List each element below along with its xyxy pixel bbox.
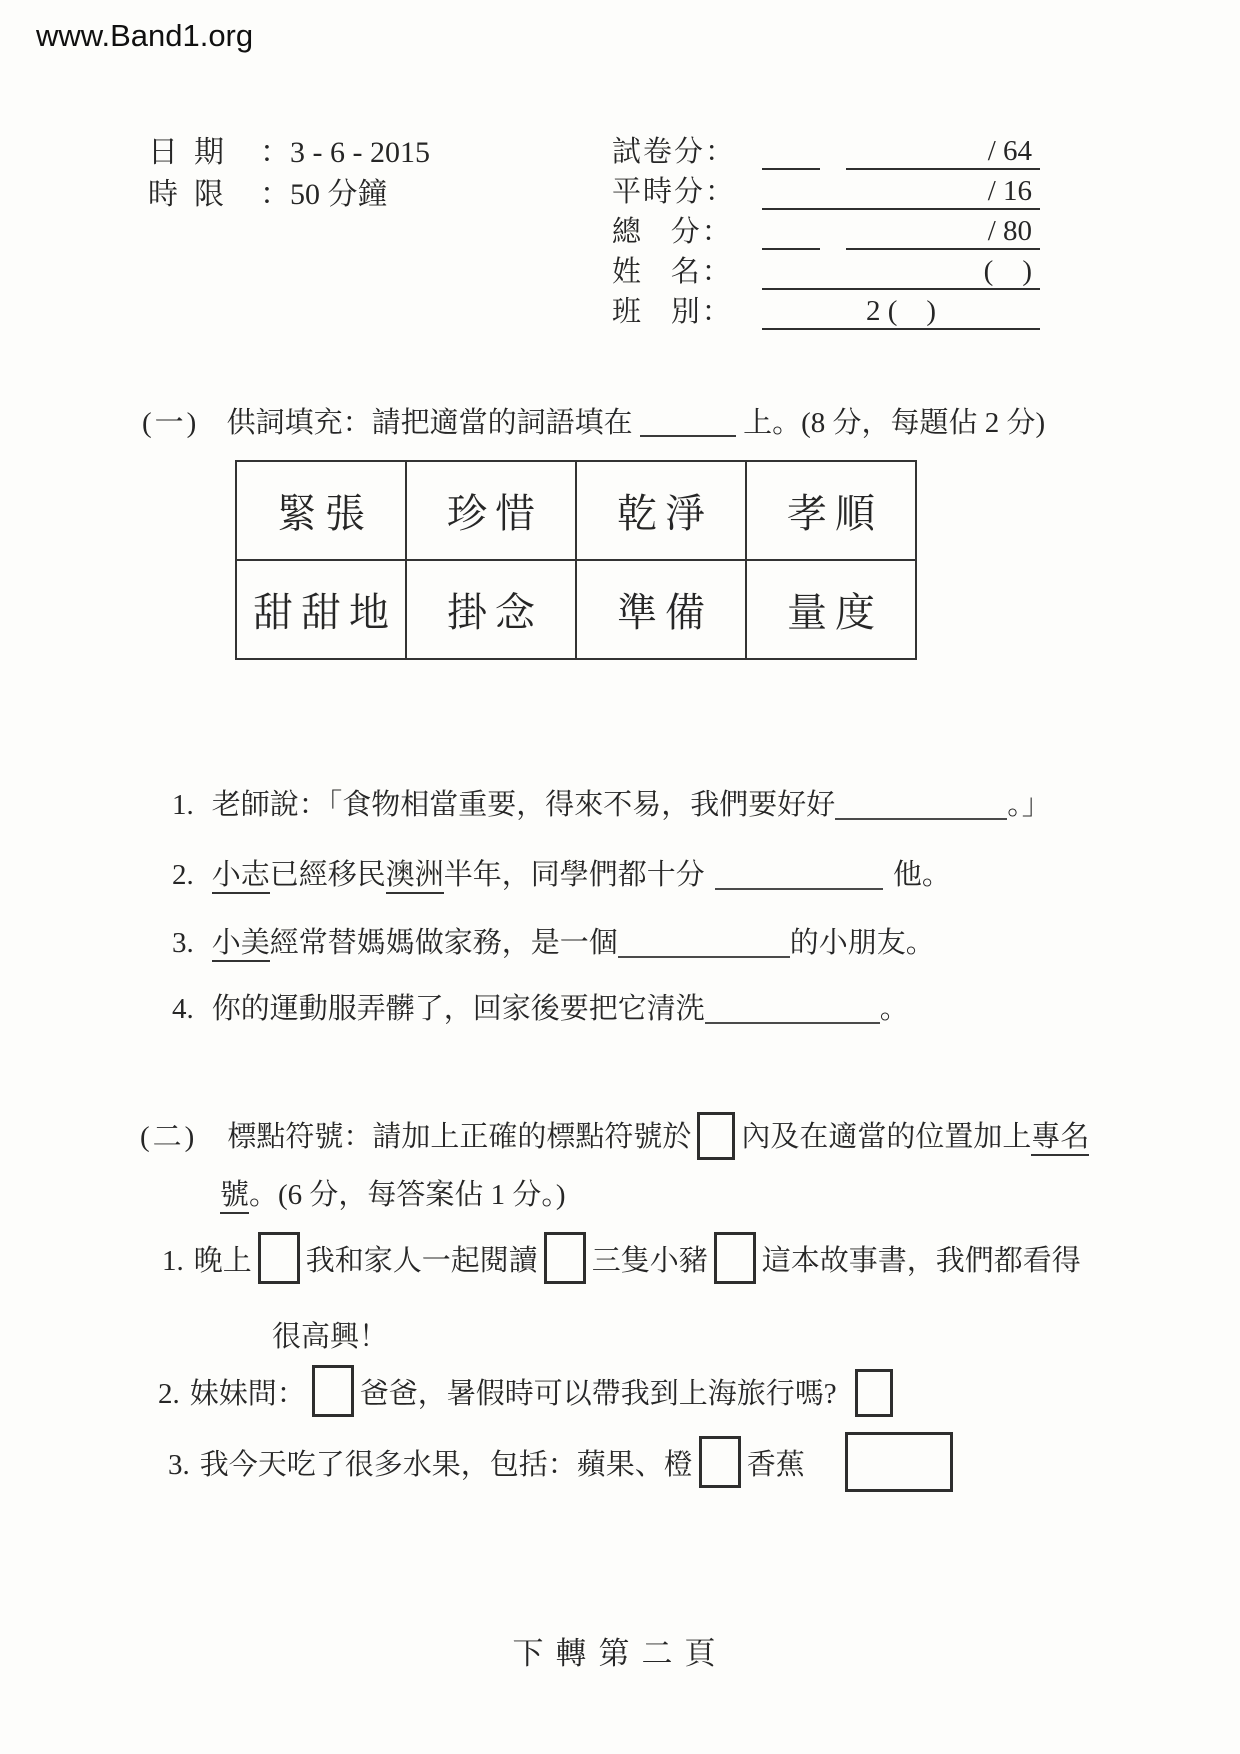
section1-marker: (一) (142, 407, 200, 439)
time-limit-label: 時限 (148, 178, 240, 211)
question-text: 這本故事書，我們都看得 (761, 1245, 1081, 1277)
punctuation-box (312, 1365, 354, 1417)
s2-question-1-line1 (162, 1232, 1081, 1284)
date-row (148, 128, 430, 170)
score-row-paper-marks (612, 130, 1040, 170)
section2-heading (140, 1112, 1089, 1213)
time-limit-value: ：50 分鐘 (260, 178, 388, 211)
punctuation-box (697, 1112, 735, 1160)
date-label: 日期 (148, 136, 240, 169)
answer-blank (835, 790, 1007, 820)
punctuation-box (699, 1436, 741, 1488)
word-bank-word: 掛念 (447, 590, 543, 635)
question-number: 3. (168, 1449, 190, 1481)
s2-question-1 (162, 1232, 1081, 1355)
s1-question-1 (172, 782, 1051, 823)
question-text: 我和家人一起閱讀 (305, 1245, 538, 1277)
paper-marks-blank (762, 136, 820, 170)
name-line: ( ) (762, 254, 1040, 290)
word-bank-cell (236, 461, 406, 560)
s1-question-4 (172, 986, 909, 1027)
question-text: 我今天吃了很多水果，包括：蘋果、橙 (199, 1449, 693, 1481)
question-text: 老師說：「食物相當重要，得來不易，我們要好好 (211, 789, 836, 821)
section1-title-post: 上。(8 分，每題佔 2 分) (743, 407, 1046, 439)
s2-question-3 (168, 1432, 959, 1492)
s1-question-3 (172, 920, 935, 961)
coursework-marks-line: / 16 (762, 174, 1040, 210)
class-label: 班 別： (612, 296, 733, 328)
question-number: 2. (158, 1378, 180, 1410)
word-bank-word: 孝順 (787, 491, 883, 536)
question-text: 經常替媽媽做家務，是一個 (269, 927, 618, 959)
word-bank-word: 甜甜地 (253, 590, 397, 635)
question-number: 2. (172, 859, 194, 891)
word-bank-cell (406, 560, 576, 659)
paper-marks-label: 試卷分： (612, 136, 737, 168)
class-line: 2 ( ) (762, 294, 1040, 330)
name-label: 姓 名： (612, 256, 733, 288)
s2-question-2 (158, 1365, 899, 1417)
word-bank-cell (746, 560, 916, 659)
question-text: 他。 (892, 859, 951, 891)
word-bank-cell (406, 461, 576, 560)
date-time-block (148, 128, 430, 212)
question-text: 香蕉 (746, 1449, 805, 1481)
word-bank-row-1 (236, 461, 916, 560)
answer-blank (705, 994, 880, 1024)
total-marks-blank (762, 216, 820, 250)
question-text: 三隻小豬 (591, 1245, 708, 1277)
question-text: 妹妹問： (189, 1378, 306, 1410)
answer-blank (618, 928, 790, 958)
question-number: 4. (172, 993, 194, 1025)
s1-question-2 (172, 852, 951, 893)
question-text: 。 (879, 993, 909, 1025)
question-number: 1. (172, 789, 194, 821)
total-marks-label: 總 分： (612, 216, 733, 248)
site-watermark: www.Band1.org (36, 18, 254, 53)
total-marks-line: / 80 (846, 214, 1040, 250)
question-text: 的小朋友。 (789, 927, 935, 959)
coursework-marks-label: 平時分： (612, 176, 737, 208)
question-number: 1. (162, 1245, 184, 1277)
score-row-name (612, 250, 1040, 290)
score-row-coursework-marks (612, 170, 1040, 210)
word-bank-cell (576, 461, 746, 560)
word-bank-word: 乾淨 (617, 491, 713, 536)
section2-text: 內及在適當的位置加上 (741, 1121, 1032, 1153)
section2-text: 標點符號：請加上正確的標點符號於 (227, 1121, 692, 1153)
section1-heading (142, 400, 1045, 441)
s2-question-1-line2: 很高興！ (272, 1321, 389, 1353)
section2-heading-line2 (140, 1172, 1089, 1213)
proper-noun-underline: 小志 (212, 859, 270, 894)
proper-noun-underline: 專名 (1031, 1121, 1089, 1156)
footer-note: 下轉第二頁 (512, 1636, 728, 1671)
word-bank-word: 準備 (617, 590, 713, 635)
punctuation-box (258, 1232, 300, 1284)
section2-text: 。(6 分，每答案佔 1 分。) (249, 1179, 566, 1211)
time-limit-row (148, 170, 430, 212)
proper-noun-underline: 澳洲 (386, 859, 444, 894)
proper-noun-underline: 小美 (212, 927, 270, 962)
section2-heading-line1 (140, 1112, 1089, 1160)
section1-title-pre: 供詞填充：請把適當的詞語填在 (226, 407, 633, 439)
score-row-total-marks (612, 210, 1040, 250)
question-text: 你的運動服弄髒了，回家後要把它清洗 (211, 993, 705, 1025)
score-row-class (612, 290, 1040, 330)
punctuation-box (714, 1232, 756, 1284)
word-bank-cell (236, 560, 406, 659)
answer-blank (715, 860, 883, 890)
punctuation-box (544, 1232, 586, 1284)
proper-noun-underline: 號 (220, 1179, 249, 1214)
question-text: 半年，同學們都十分 (443, 859, 705, 891)
punctuation-box (845, 1432, 953, 1492)
question-text: 晚上 (193, 1245, 252, 1277)
word-bank-word: 緊張 (277, 491, 373, 536)
word-bank-word: 珍惜 (447, 491, 543, 536)
paper-marks-line: / 64 (846, 134, 1040, 170)
section1-title-blank (640, 407, 736, 437)
question-text: 已經移民 (269, 859, 386, 891)
question-text: 。」 (1007, 789, 1051, 821)
word-bank-cell (746, 461, 916, 560)
punctuation-box (855, 1369, 893, 1417)
score-panel (612, 130, 1040, 330)
question-number: 3. (172, 927, 194, 959)
word-bank-word: 量度 (787, 590, 883, 635)
word-bank-cell (576, 560, 746, 659)
question-text: 爸爸，暑假時可以帶我到上海旅行嗎? (359, 1378, 837, 1410)
date-value: ：3 - 6 - 2015 (260, 136, 430, 169)
word-bank-row-2 (236, 560, 916, 659)
word-bank-table (235, 460, 917, 660)
section2-marker: (二) (140, 1121, 198, 1153)
